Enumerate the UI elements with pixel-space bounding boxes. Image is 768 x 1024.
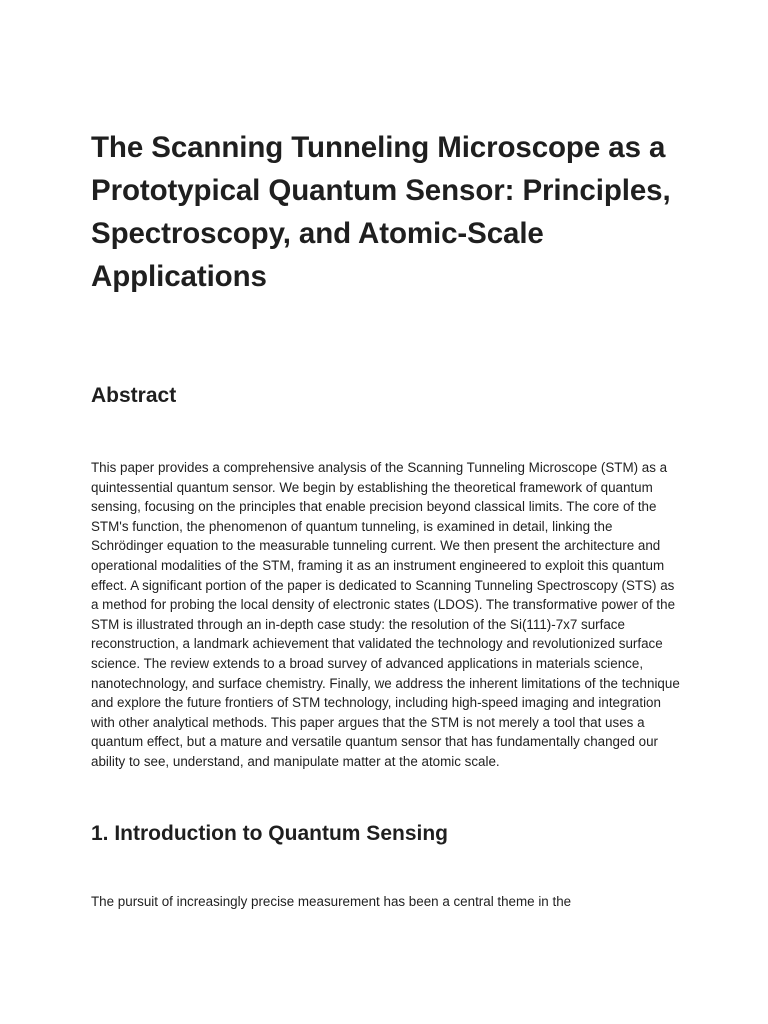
document-title: The Scanning Tunneling Microscope as a Prototypical Quantum Sensor: Principles, Spectroscopy, and Atomic-Scale Applications [91, 131, 671, 293]
abstract-heading: Abstract [91, 384, 177, 407]
abstract-paragraph: This paper provides a comprehensive analysis of the Scanning Tunneling Microscope (STM) as a quintessential quantum sensor. We begin by establishing the theoretical framework of quantum sensing, focusing on the principles that enable precision beyond classical limits. The core of the STM's function, the phenomenon of quantum tunneling, is examined in detail, linking the Schrödinger equation to the measurable tunneling current. We then present the architecture and operational modalities of the STM, framing it as an instrument engineered to exploit this quantum effect. A significant portion of the paper is dedicated to Scanning Tunneling Spectroscopy (STS) as a method for probing the local density of electronic states (LDOS). The transformative power of the STM is illustrated through an in-depth case study: the resolution of the Si(111)-7x7 surface reconstruction, a landmark achievement that validated the technology and revolutionized surface science. The review extends to a broad survey of advanced applications in materials science, nanotechnology, and surface chemistry. Finally, we address the inherent limitations of the technique and explore the future frontiers of STM technology, including high-speed imaging and integration with other analytical methods. This paper argues that the STM is not merely a tool that uses a quantum effect, but a mature and versatile quantum sensor that has fundamentally changed our ability to see, understand, and manipulate matter at the atomic scale. [91, 460, 680, 769]
section-1-heading: 1. Introduction to Quantum Sensing [91, 821, 448, 845]
section-1-paragraph: The pursuit of increasingly precise measurement has been a central theme in the [91, 893, 572, 909]
